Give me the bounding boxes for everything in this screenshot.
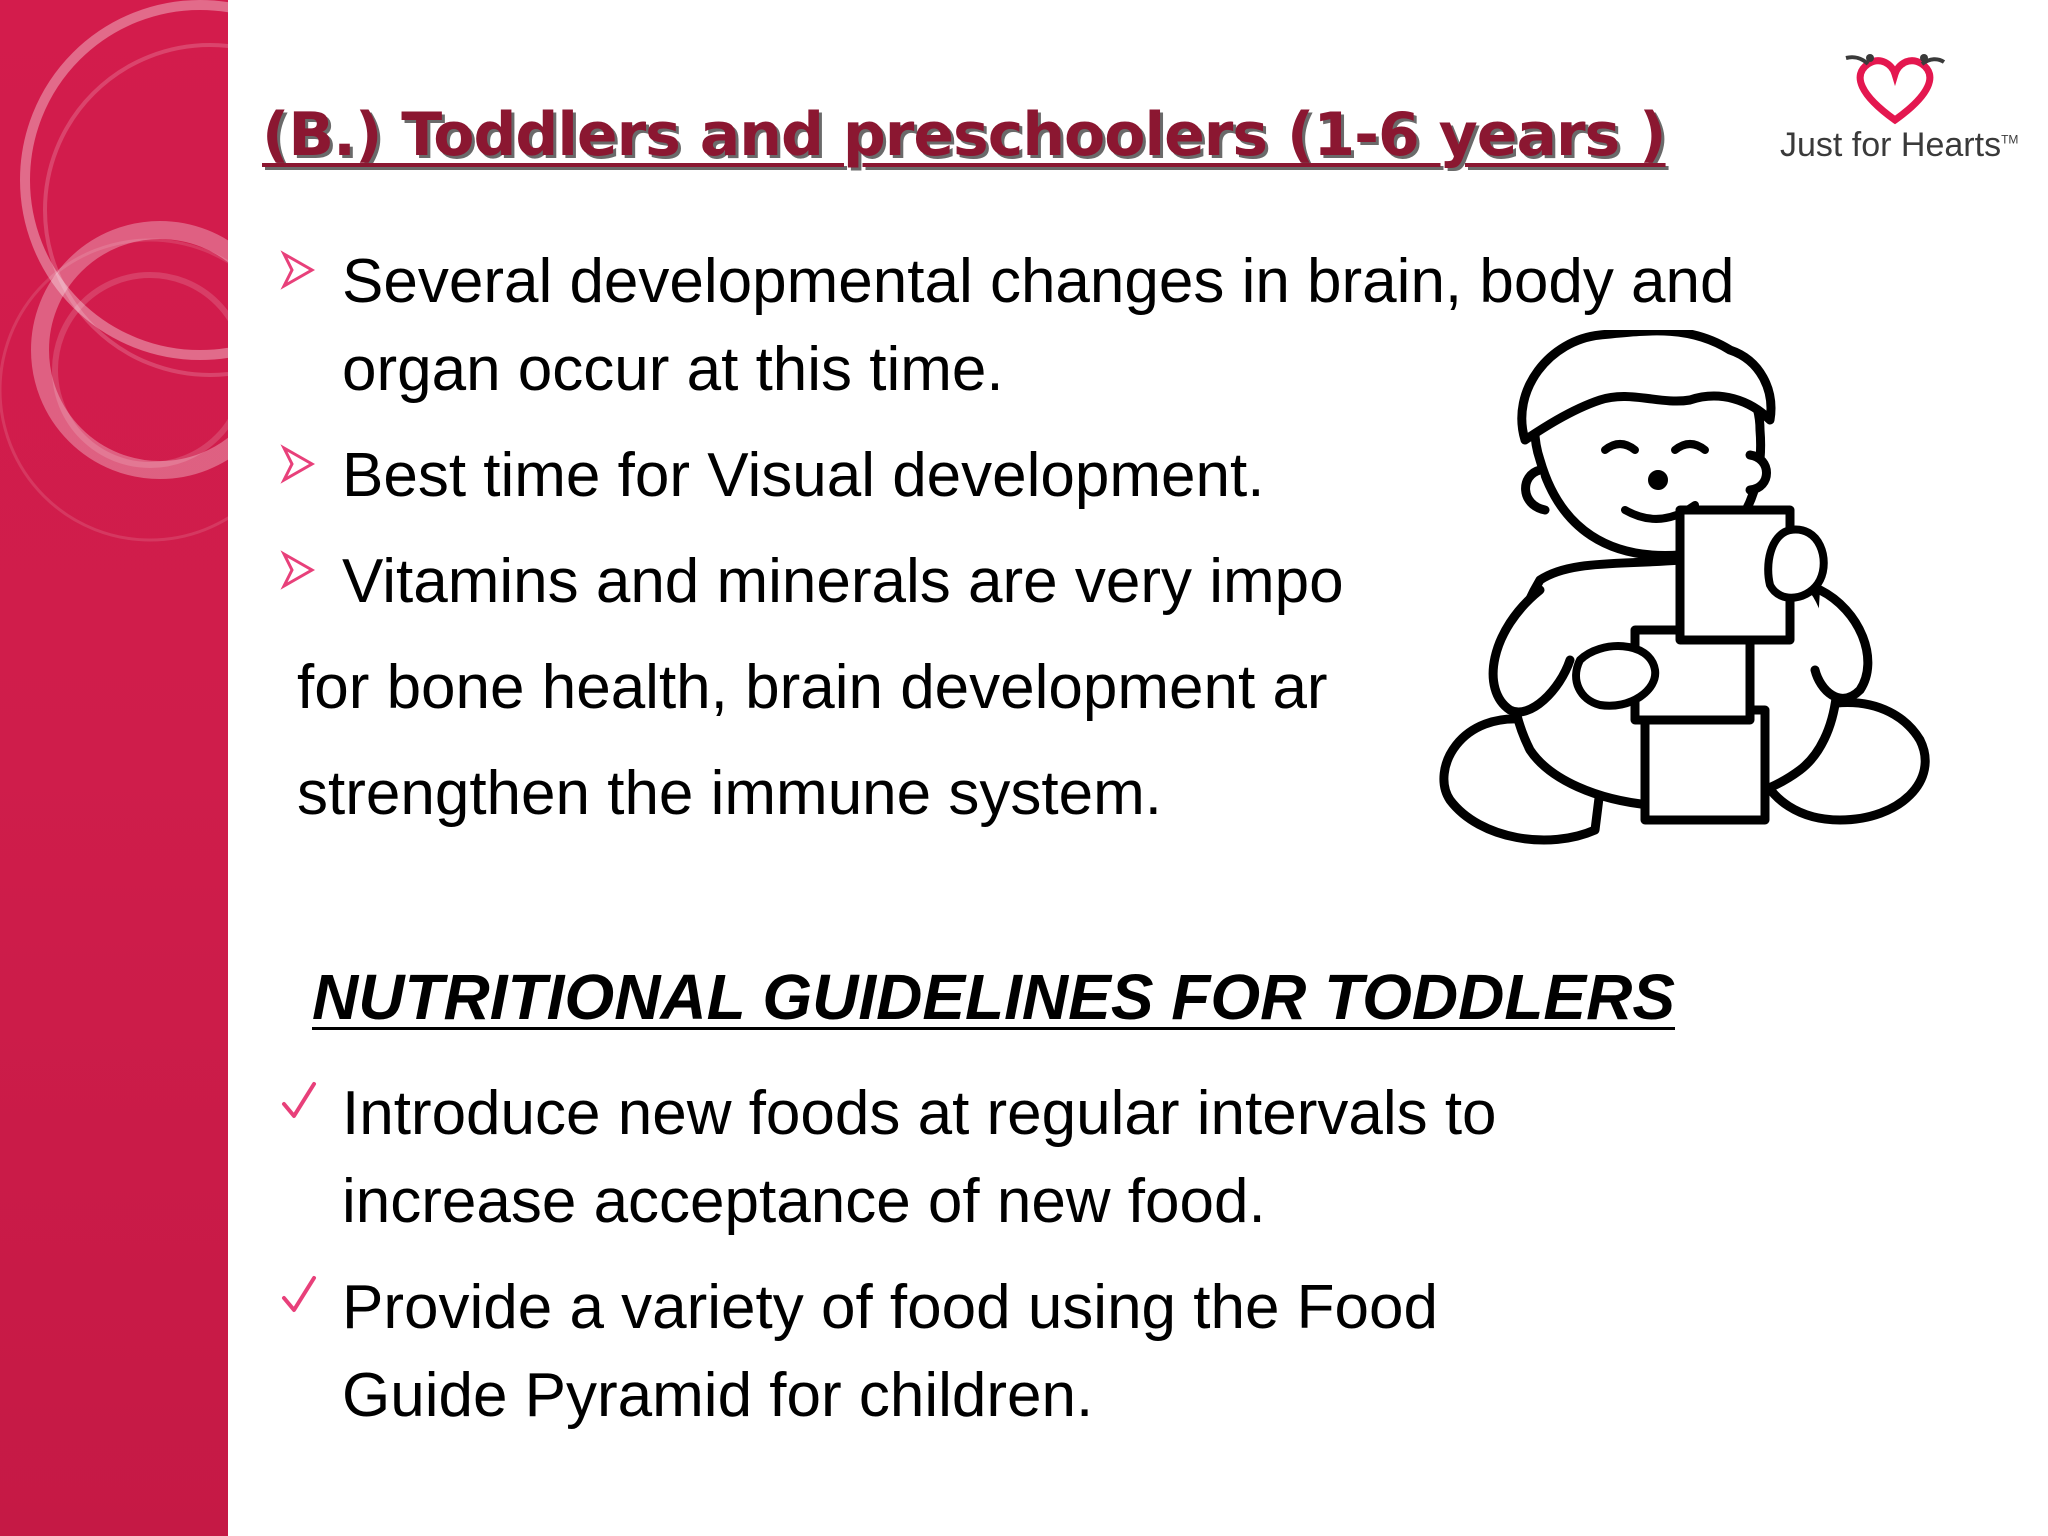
- bullet-text: Several developmental changes in brain, body and organ occur at this time.: [342, 247, 1735, 404]
- logo-text: Just for Hearts™: [1780, 126, 2019, 164]
- check-item: [280, 1070, 1900, 1246]
- checkmark-bullet-icon: [280, 1074, 320, 1134]
- check-text: Provide a variety of food using the Food Guide Pyramid for children.: [342, 1273, 1438, 1430]
- continuation-line: strengthen the immune system.: [297, 759, 1162, 828]
- nutritional-guidelines-heading: NUTRITIONAL GUIDELINES FOR TODDLERS: [312, 961, 1675, 1033]
- checkmark-bullet-icon: [280, 1268, 320, 1328]
- swirl-decoration-icon: [0, 0, 228, 1536]
- check-text: Introduce new foods at regular intervals to increase acceptance of new food.: [342, 1079, 1497, 1236]
- arrow-bullet-icon: [280, 242, 320, 302]
- arrow-bullet-icon: [280, 542, 320, 602]
- arrow-bullet-icon: [280, 436, 320, 496]
- slide-title: (B.) Toddlers and preschoolers (1-6 years ): [262, 100, 1666, 170]
- bullet-text: Best time for Visual development.: [342, 441, 1265, 510]
- logo: [1780, 50, 2040, 170]
- heart-logo-icon: [1840, 50, 1950, 130]
- continuation-line: for bone health, brain development ar: [297, 653, 1328, 722]
- check-item: [280, 1264, 1900, 1440]
- toddler-with-blocks-illustration: [1420, 330, 1940, 890]
- side-decoration-band: [0, 0, 228, 1536]
- bullet-text: Vitamins and minerals are very impo: [342, 547, 1344, 616]
